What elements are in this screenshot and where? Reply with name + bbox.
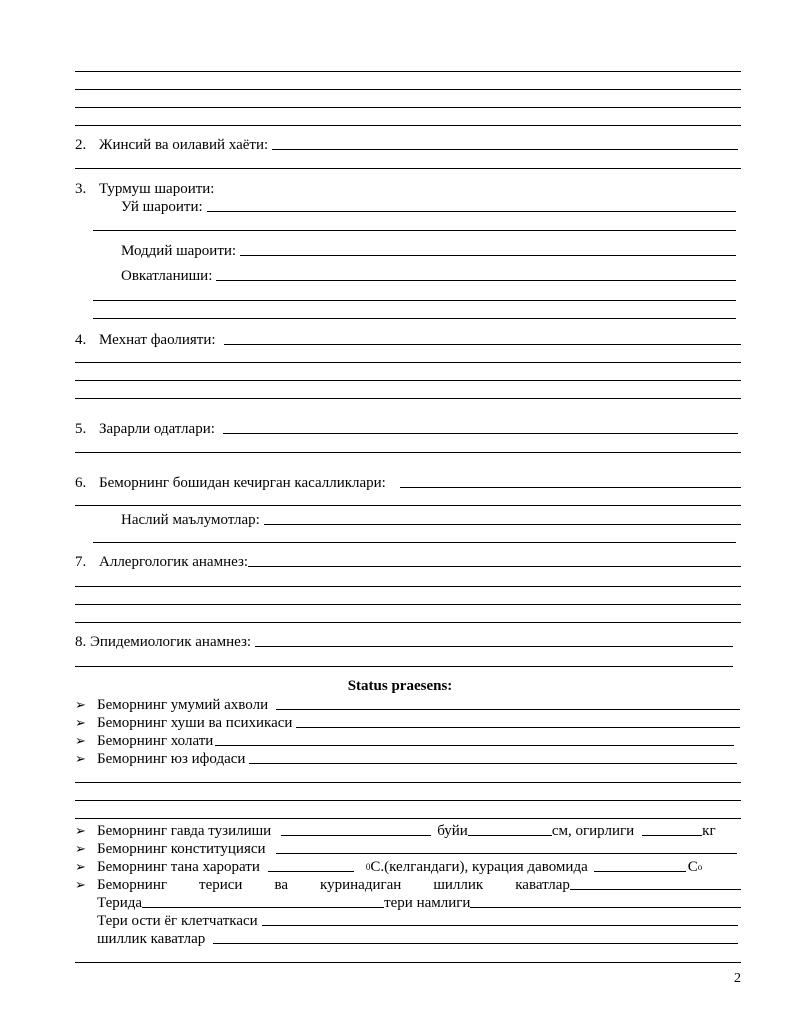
subcutis-label: Тери ости ёг клетчаткаси [97, 913, 258, 929]
blank-line[interactable] [75, 800, 741, 801]
section-number: 4. [75, 332, 87, 348]
status-item-field[interactable] [215, 744, 734, 746]
skin-label: Терида [97, 895, 143, 911]
section-3-row [75, 180, 738, 198]
subcutis-field[interactable] [262, 924, 738, 926]
constitution-row [75, 840, 737, 858]
bullet-arrow-icon: ➢ [75, 823, 86, 838]
bullet-arrow-icon: ➢ [75, 733, 86, 748]
blank-line[interactable] [75, 362, 741, 363]
mucosa-label: шиллик каватлар [97, 931, 206, 947]
section-number: 5. [75, 421, 87, 437]
status-item-label: Беморнинг холати [97, 733, 214, 749]
heredity-label: Наслий маълумотлар: [121, 512, 260, 528]
material-conditions-row [121, 242, 736, 260]
skin-moisture-label: тери намлиги [384, 895, 471, 911]
section-4-row [75, 331, 741, 349]
section-8-row [75, 633, 733, 651]
temperature-course-field[interactable] [594, 870, 686, 872]
diet-label: Овкатланиши: [121, 268, 213, 284]
status-item-field[interactable] [249, 762, 737, 764]
blank-line[interactable] [75, 452, 741, 453]
blank-line[interactable] [75, 622, 741, 623]
blank-line[interactable] [75, 505, 741, 506]
page-number: 2 [734, 971, 741, 986]
blank-line[interactable] [75, 398, 741, 399]
diet-row [121, 267, 736, 285]
constitution-field[interactable] [276, 852, 737, 854]
section-3-label: Турмуш шароити: [99, 181, 215, 197]
status-item-label: Беморнинг умумий ахволи [97, 697, 269, 713]
status-item-field[interactable] [296, 726, 740, 728]
skin-moisture-field[interactable] [470, 906, 741, 908]
material-conditions-field[interactable] [240, 254, 736, 256]
section-2-label: Жинсий ва оилавий хаёти: [99, 137, 269, 153]
temperature-row [75, 858, 741, 876]
status-item [75, 696, 740, 714]
status-title: Status praesens: [347, 678, 453, 694]
kg-label: кг [702, 823, 716, 839]
section-number: 6. [75, 475, 87, 491]
home-conditions-field[interactable] [207, 210, 736, 212]
blank-line[interactable] [75, 125, 741, 126]
blank-line[interactable] [75, 168, 741, 169]
height-label: буйи [437, 823, 468, 839]
section-8-label: 8. Эпидемиологик анамнез: [75, 634, 252, 650]
section-6-field[interactable] [400, 486, 741, 488]
section-number: 7. [75, 554, 87, 570]
bullet-arrow-icon: ➢ [75, 715, 86, 730]
body-build-label: Беморнинг гавда тузилиши [97, 823, 272, 839]
skin-word: териси [199, 877, 243, 893]
temperature-unit: 0 [365, 862, 371, 872]
section-2-row [75, 136, 738, 154]
degree-sup: о [697, 862, 703, 872]
temperature-text: С.(келгандаги), курация давомида [370, 859, 588, 875]
skin-word: куринадиган [320, 877, 402, 893]
home-conditions-label: Уй шароити: [121, 199, 203, 215]
diet-field[interactable] [216, 279, 736, 281]
bullet-arrow-icon: ➢ [75, 751, 86, 766]
weight-label: см, огирлиги [551, 823, 635, 839]
skin-field[interactable] [570, 888, 741, 890]
body-build-row [75, 822, 741, 840]
bullet-arrow-icon: ➢ [75, 841, 86, 856]
skin-detail-row [97, 894, 741, 912]
blank-line[interactable] [75, 604, 741, 605]
status-item-label: Беморнинг юз ифодаси [97, 751, 246, 767]
blank-line[interactable] [75, 107, 741, 108]
skin-row [75, 876, 741, 894]
blank-line[interactable] [75, 380, 741, 381]
subcutis-row [97, 912, 738, 930]
constitution-label: Беморнинг конституцияси [97, 841, 266, 857]
blank-line[interactable] [93, 318, 736, 319]
height-field[interactable] [468, 834, 552, 836]
section-4-field[interactable] [224, 343, 741, 345]
blank-line[interactable] [75, 586, 741, 587]
status-item-label: Беморнинг хуши ва психикаси [97, 715, 293, 731]
section-6-label: Беморнинг бошидан кечирган касалликлари: [99, 475, 386, 491]
blank-line[interactable] [75, 818, 741, 819]
material-conditions-label: Моддий шароити: [121, 243, 237, 259]
skin-word: каватлар [515, 877, 570, 893]
skin-detail-field[interactable] [142, 906, 384, 908]
section-5-field[interactable] [223, 432, 738, 434]
blank-line[interactable] [75, 962, 741, 963]
mucosa-field[interactable] [213, 942, 738, 944]
section-7-label: Аллергологик анамнез: [99, 554, 249, 570]
blank-line[interactable] [75, 782, 741, 783]
bullet-arrow-icon: ➢ [75, 877, 86, 892]
status-item [75, 714, 740, 732]
blank-line[interactable] [75, 71, 741, 72]
bullet-arrow-icon: ➢ [75, 697, 86, 712]
section-number: 3. [75, 181, 87, 197]
temperature-end-label: С [687, 859, 698, 875]
weight-field[interactable] [642, 834, 702, 836]
status-item [75, 732, 734, 750]
status-item [75, 750, 737, 768]
section-8-field[interactable] [255, 645, 733, 647]
section-2-field[interactable] [272, 148, 738, 150]
bullet-arrow-icon: ➢ [75, 859, 86, 874]
blank-line[interactable] [93, 230, 736, 231]
home-conditions-row [121, 198, 736, 216]
blank-line[interactable] [75, 89, 741, 90]
status-item-field[interactable] [276, 708, 740, 710]
section-4-label: Мехнат фаолияти: [99, 332, 216, 348]
section-5-label: Зарарли одатлари: [99, 421, 215, 437]
mucosa-row [97, 930, 738, 948]
blank-line[interactable] [93, 300, 736, 301]
heredity-row [121, 511, 741, 529]
skin-word: шиллик [433, 877, 484, 893]
heredity-field[interactable] [264, 523, 741, 525]
section-5-row [75, 420, 738, 438]
temperature-admission-field[interactable] [268, 870, 354, 872]
section-7-row [75, 553, 741, 571]
section-number: 2. [75, 137, 87, 153]
section-7-field[interactable] [248, 565, 741, 567]
blank-line[interactable] [93, 542, 736, 543]
skin-words [97, 876, 570, 894]
section-6-row [75, 474, 741, 492]
skin-word: Беморнинг [97, 877, 167, 893]
temperature-label: Беморнинг тана харорати [97, 859, 260, 875]
body-build-field[interactable] [281, 834, 431, 836]
blank-line[interactable] [75, 666, 733, 667]
skin-word: ва [274, 877, 289, 893]
